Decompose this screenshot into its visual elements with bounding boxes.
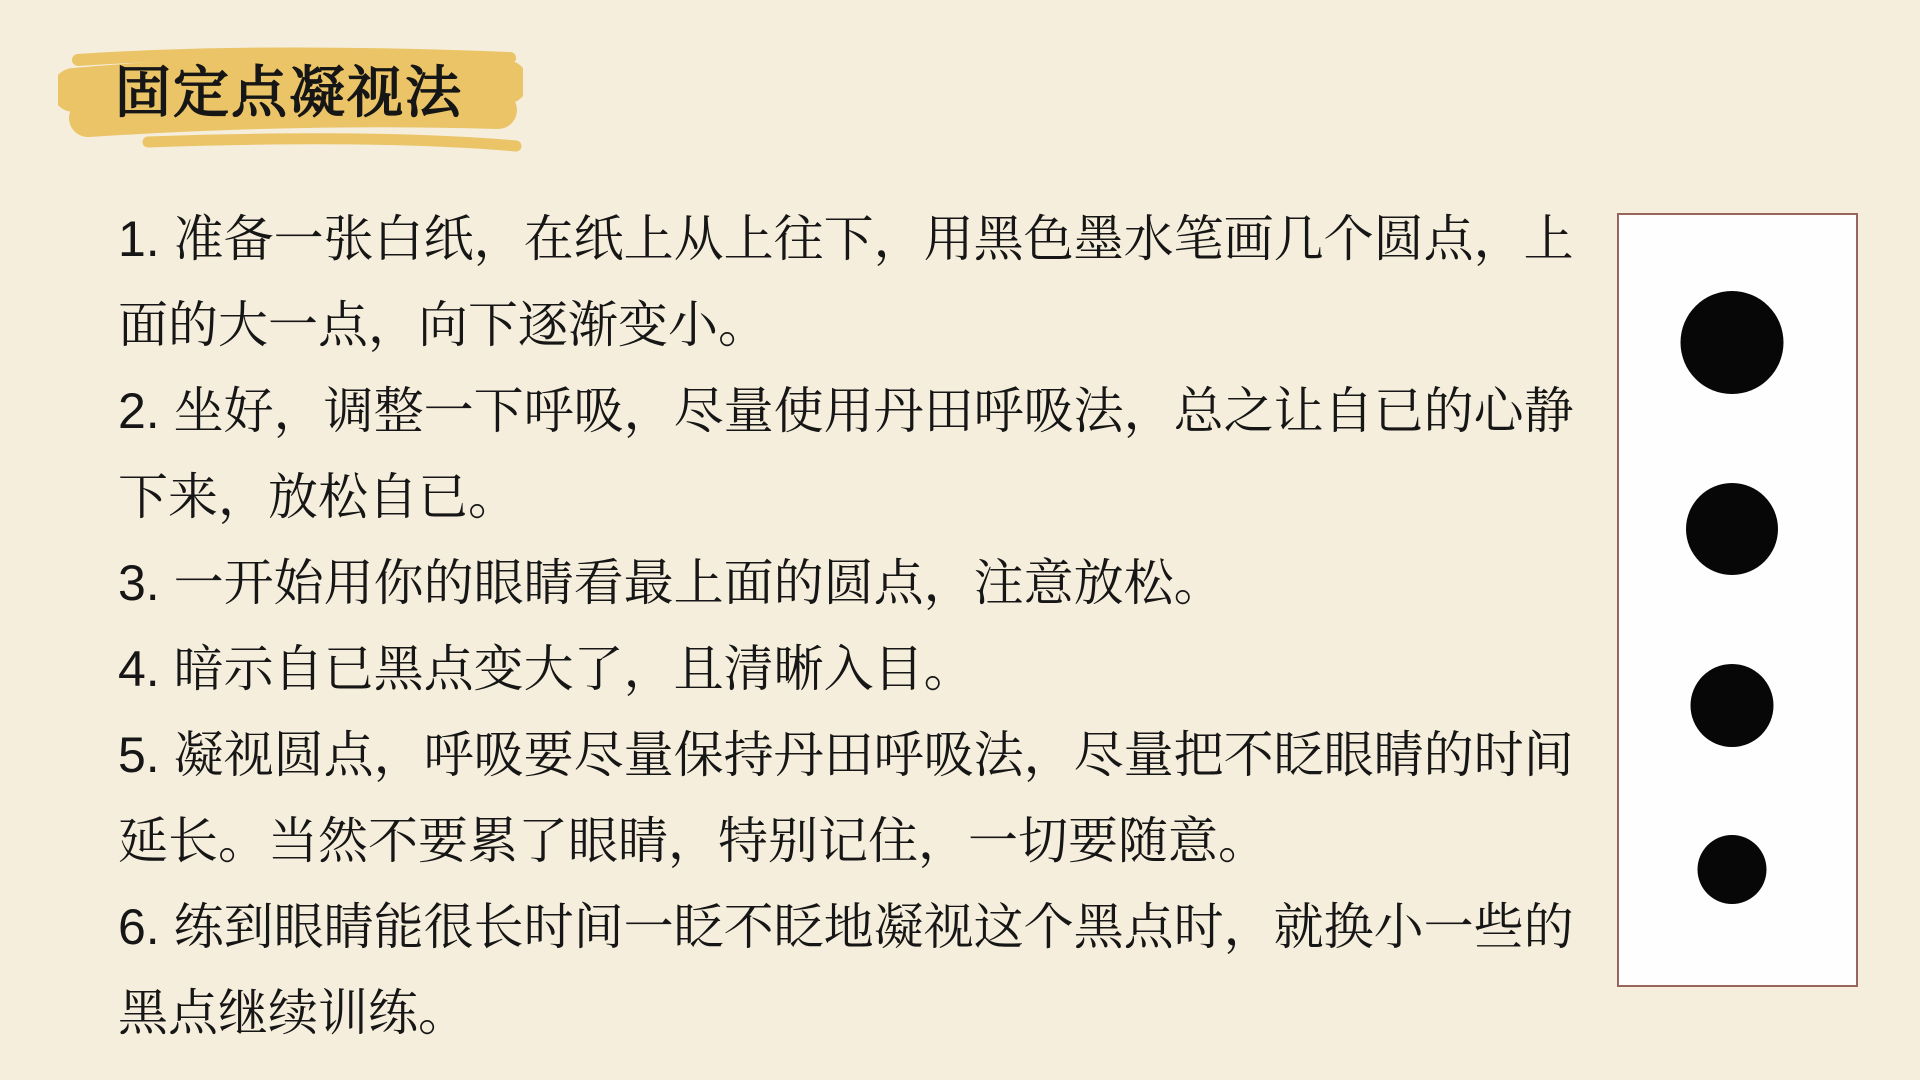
step-item — [118, 884, 1588, 1056]
step-item — [118, 368, 1588, 540]
step-text: 坐好，调整一下呼吸，尽量使用丹田呼吸法，总之让自已的心静下来，放松自已。 — [118, 383, 1574, 525]
step-item — [118, 540, 1588, 626]
step-number: 2. — [118, 383, 160, 439]
step-number: 4. — [118, 641, 160, 697]
page-title: 固定点凝视法 — [115, 61, 463, 124]
dot-card — [1617, 213, 1858, 987]
slide-header — [0, 0, 700, 190]
step-item — [118, 196, 1588, 368]
ink-dot — [1698, 835, 1767, 904]
step-text: 练到眼睛能很长时间一眨不眨地凝视这个黑点时，就换小一些的黑点继续训练。 — [118, 899, 1574, 1041]
step-text: 凝视圆点，呼吸要尽量保持丹田呼吸法，尽量把不眨眼睛的时间延长。当然不要累了眼睛，特别记住，一切要随意。 — [118, 727, 1574, 869]
step-text: 一开始用你的眼睛看最上面的圆点，注意放松。 — [173, 555, 1224, 611]
step-number: 3. — [118, 555, 160, 611]
steps-list — [118, 196, 1588, 1056]
ink-dot — [1681, 291, 1784, 394]
step-number: 6. — [118, 899, 160, 955]
step-text: 暗示自已黑点变大了，且清晰入目。 — [173, 641, 974, 697]
step-number: 5. — [118, 727, 160, 783]
step-number: 1. — [118, 211, 160, 267]
ink-dot — [1691, 664, 1774, 747]
step-item — [118, 712, 1588, 884]
step-text: 准备一张白纸，在纸上从上往下，用黑色墨水笔画几个圆点，上面的大一点，向下逐渐变小。 — [118, 211, 1574, 353]
ink-dot — [1686, 483, 1778, 575]
step-item — [118, 626, 1588, 712]
